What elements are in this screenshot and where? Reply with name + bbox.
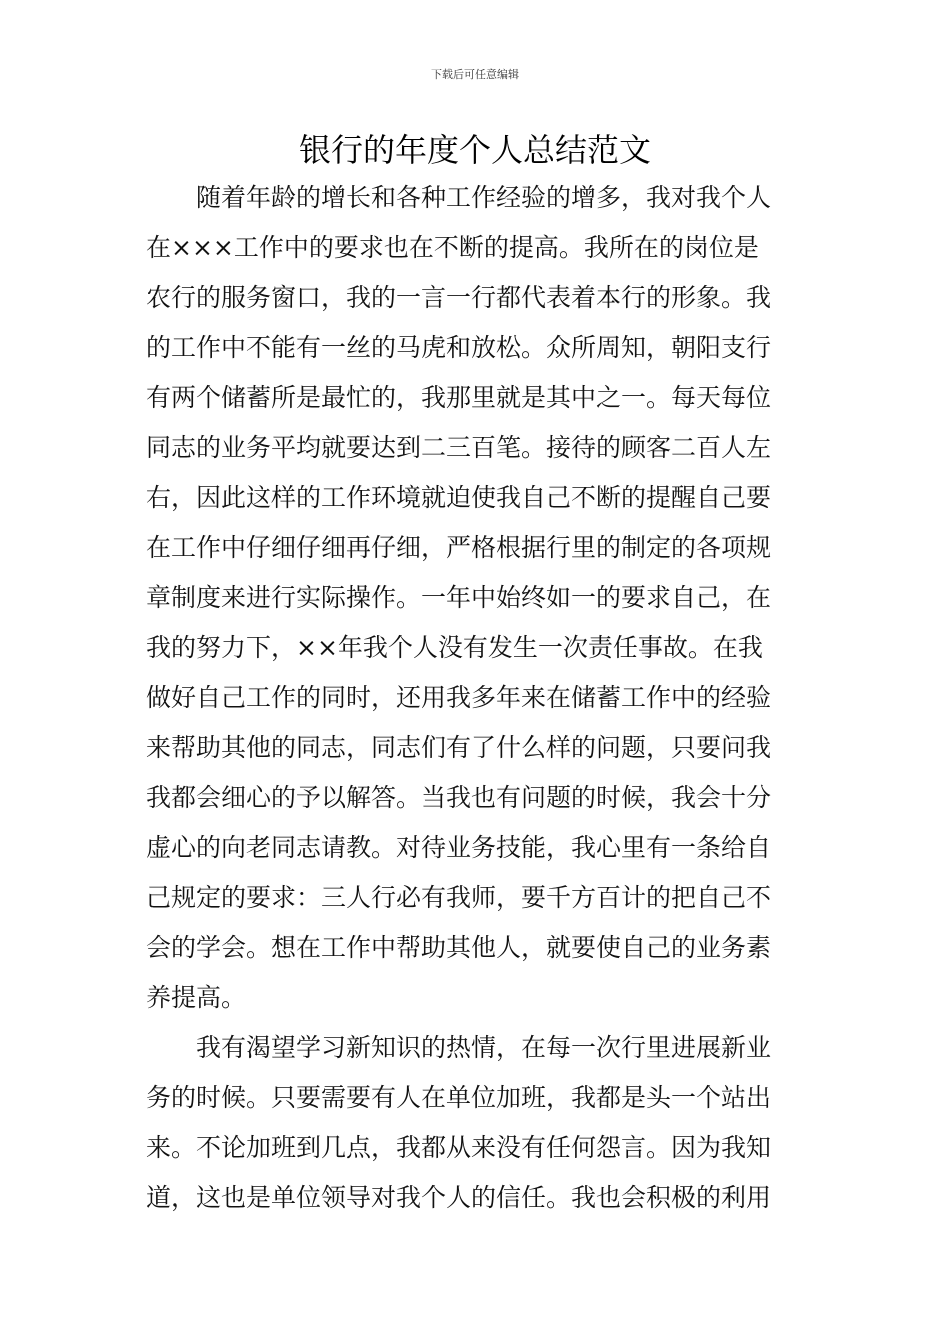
body-line: 务的时候。只要需要有人在单位加班，我都是头一个站出 [146, 1083, 772, 1112]
body-line: 章制度来进行实际操作。一年中始终如一的要求自己，在 [146, 583, 772, 612]
body-line: 虚心的向老同志请教。对待业务技能，我心里有一条给自 [146, 833, 772, 862]
body-line: 有两个储蓄所是最忙的，我那里就是其中之一。每天每位 [146, 383, 772, 412]
body-line: 农行的服务窗口，我的一言一行都代表着本行的形象。我 [146, 283, 772, 312]
body-line: 来。不论加班到几点，我都从来没有任何怨言。因为我知 [146, 1133, 772, 1162]
document-title: 银行的年度个人总结范文 [298, 131, 651, 169]
body-line: 我都会细心的予以解答。当我也有问题的时候，我会十分 [146, 783, 772, 812]
body-line: 我有渴望学习新知识的热情，在每一次行里进展新业 [146, 1033, 772, 1062]
body-line: 来帮助其他的同志，同志们有了什么样的问题，只要问我 [146, 733, 772, 762]
body-line: 同志的业务平均就要达到二三百笔。接待的顾客二百人左 [146, 433, 772, 462]
body-line: 右，因此这样的工作环境就迫使我自己不断的提醒自己要 [146, 483, 772, 512]
body-line: 在工作中仔细仔细再仔细，严格根据行里的制定的各项规 [146, 533, 772, 562]
body-line: 我的努力下，××年我个人没有发生一次责任事故。在我 [146, 633, 763, 662]
body-line: 做好自己工作的同时，还用我多年来在储蓄工作中的经验 [146, 683, 772, 712]
body-line: 养提高。 [146, 983, 247, 1012]
body-line: 随着年龄的增长和各种工作经验的增多，我对我个人 [146, 183, 772, 212]
body-line: 会的学会。想在工作中帮助其他人，就要使自己的业务素 [146, 933, 772, 962]
body-line: 在×××工作中的要求也在不断的提高。我所在的岗位是 [146, 233, 759, 262]
body-line: 的工作中不能有一丝的马虎和放松。众所周知，朝阳支行 [146, 333, 772, 362]
header-note: 下载后可任意编辑 [431, 68, 519, 81]
body-line: 己规定的要求：三人行必有我师，要千方百计的把自己不 [146, 883, 772, 912]
body-line: 道，这也是单位领导对我个人的信任。我也会积极的利用 [146, 1183, 772, 1212]
